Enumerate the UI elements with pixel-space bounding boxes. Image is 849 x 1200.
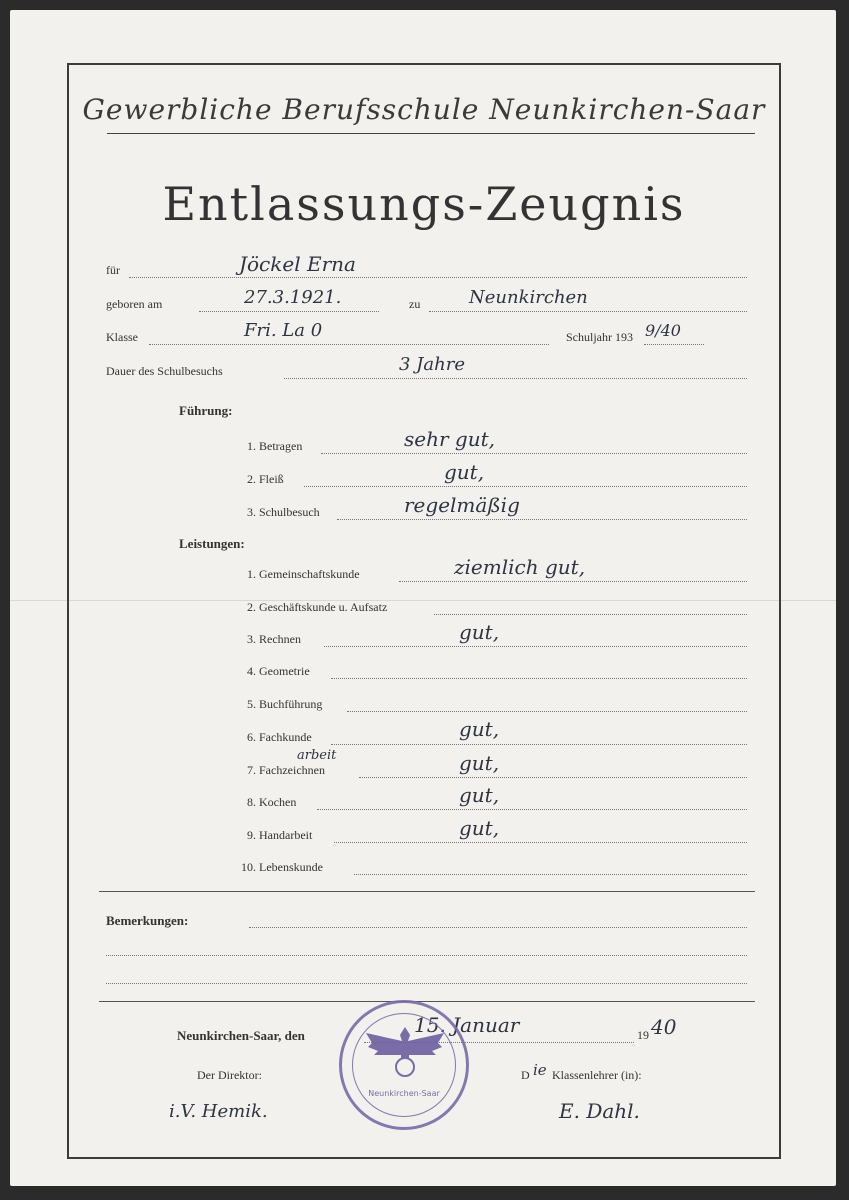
geboren-value: 27.3.1921. <box>244 287 342 308</box>
official-stamp <box>339 1000 469 1130</box>
direktor-signature: i.V. Hemik. <box>169 1101 268 1122</box>
leistungen-item-label: 10. Lebenskunde <box>241 860 323 874</box>
fuehrung-item-label: 3. Schulbesuch <box>247 505 320 519</box>
leistungen-item-label: 6. Fachkunde <box>247 730 312 744</box>
klasse-value: Fri. La 0 <box>244 320 323 341</box>
jahr-value: 40 <box>651 1015 677 1039</box>
leistungen-item-line <box>347 711 747 712</box>
fuehrung-heading: Führung: <box>179 403 233 418</box>
leistungen-item-line <box>331 744 747 745</box>
fuehrung-item-line <box>337 519 747 520</box>
jahr-prefix: 19 <box>637 1028 649 1042</box>
certificate-frame <box>67 63 781 1159</box>
leistungen-item-line <box>331 678 747 679</box>
section-rule <box>99 891 755 892</box>
certificate-title: Entlassungs-Zeugnis <box>162 177 686 231</box>
ort-datum-label: Neunkirchen-Saar, den <box>177 1028 305 1043</box>
leistungen-item-line <box>317 809 747 810</box>
fuehrung-item-label: 2. Fleiß <box>247 472 284 486</box>
zu-line <box>429 311 747 312</box>
klassenlehrer-hw: ie <box>533 1061 547 1079</box>
leistungen-item-label: 1. Gemeinschaftskunde <box>247 567 360 581</box>
bemerkungen-label: Bemerkungen: <box>106 913 189 928</box>
leistungen-item-value: gut, <box>459 816 500 840</box>
klassenlehrer-prefix: D <box>521 1068 530 1082</box>
geburtsort-value: Neunkirchen <box>469 287 588 308</box>
document-paper <box>10 10 836 1186</box>
section-rule <box>99 1001 755 1002</box>
leistungen-item-label: 8. Kochen <box>247 795 297 809</box>
fuehrung-item-line <box>304 486 747 487</box>
leistungen-item-label: 2. Geschäftskunde u. Aufsatz <box>247 600 388 614</box>
fuer-label: für <box>106 263 120 277</box>
bemerkungen-line <box>106 955 747 956</box>
leistungen-item-line <box>324 646 747 647</box>
leistungen-item-label: 7. Fachzeichnen <box>247 763 325 777</box>
leistungen-item-label: 9. Handarbeit <box>247 828 313 842</box>
fuehrung-item-value: gut, <box>444 460 485 484</box>
bemerkungen-line <box>249 927 747 928</box>
fuehrung-item-label: 1. Betragen <box>247 439 303 453</box>
header-rule <box>107 133 755 134</box>
leistungen-item-label: 5. Buchführung <box>247 697 323 711</box>
leistungen-item-value: gut, <box>459 717 500 741</box>
leistungen-item-line <box>334 842 747 843</box>
dauer-label: Dauer des Schulbesuchs <box>106 364 223 378</box>
leistungen-item-label: 3. Rechnen <box>247 632 301 646</box>
leistungen-item-line <box>359 777 747 778</box>
schuljahr-label: Schuljahr 193 <box>566 330 633 344</box>
klasse-label: Klasse <box>106 330 138 344</box>
fuehrung-item-value: regelmäßig <box>404 493 520 517</box>
zu-label: zu <box>409 297 421 311</box>
leistungen-item-value: ziemlich gut, <box>454 555 586 579</box>
bemerkungen-line <box>106 983 747 984</box>
klassenlehrer-signature: E. Dahl. <box>559 1099 640 1123</box>
schuljahr-value: 9/40 <box>645 321 681 340</box>
eagle-emblem-icon <box>362 1021 448 1081</box>
dauer-value: 3 Jahre <box>399 354 465 375</box>
leistungen-item-line <box>399 581 747 582</box>
leistungen-item-value: gut, <box>459 620 500 644</box>
stamp-text: Neunkirchen-Saar <box>368 1089 440 1098</box>
geboren-label: geboren am <box>106 297 163 311</box>
student-name: Jöckel Erna <box>239 252 356 276</box>
direktor-label: Der Direktor: <box>197 1068 262 1082</box>
leistungen-item-line <box>354 874 747 875</box>
fuehrung-item-value: sehr gut, <box>404 427 495 451</box>
fuehrung-item-line <box>321 453 747 454</box>
leistungen-heading: Leistungen: <box>179 536 245 551</box>
geboren-line <box>199 311 379 312</box>
datum-value: 15. Januar <box>414 1013 520 1037</box>
klassenlehrer-label: Klassenlehrer (in): <box>552 1068 642 1082</box>
school-name: Gewerbliche Berufsschule Neunkirchen-Saar <box>82 93 766 126</box>
fuer-line <box>129 277 747 278</box>
fachzeichnen-insert: arbeit <box>297 748 337 763</box>
leistungen-item-value: gut, <box>459 783 500 807</box>
dauer-line <box>284 378 747 379</box>
leistungen-item-label: 4. Geometrie <box>247 664 310 678</box>
leistungen-item-value: gut, <box>459 751 500 775</box>
leistungen-item-line <box>434 614 747 615</box>
klasse-line <box>149 344 549 345</box>
schuljahr-line <box>644 344 704 345</box>
